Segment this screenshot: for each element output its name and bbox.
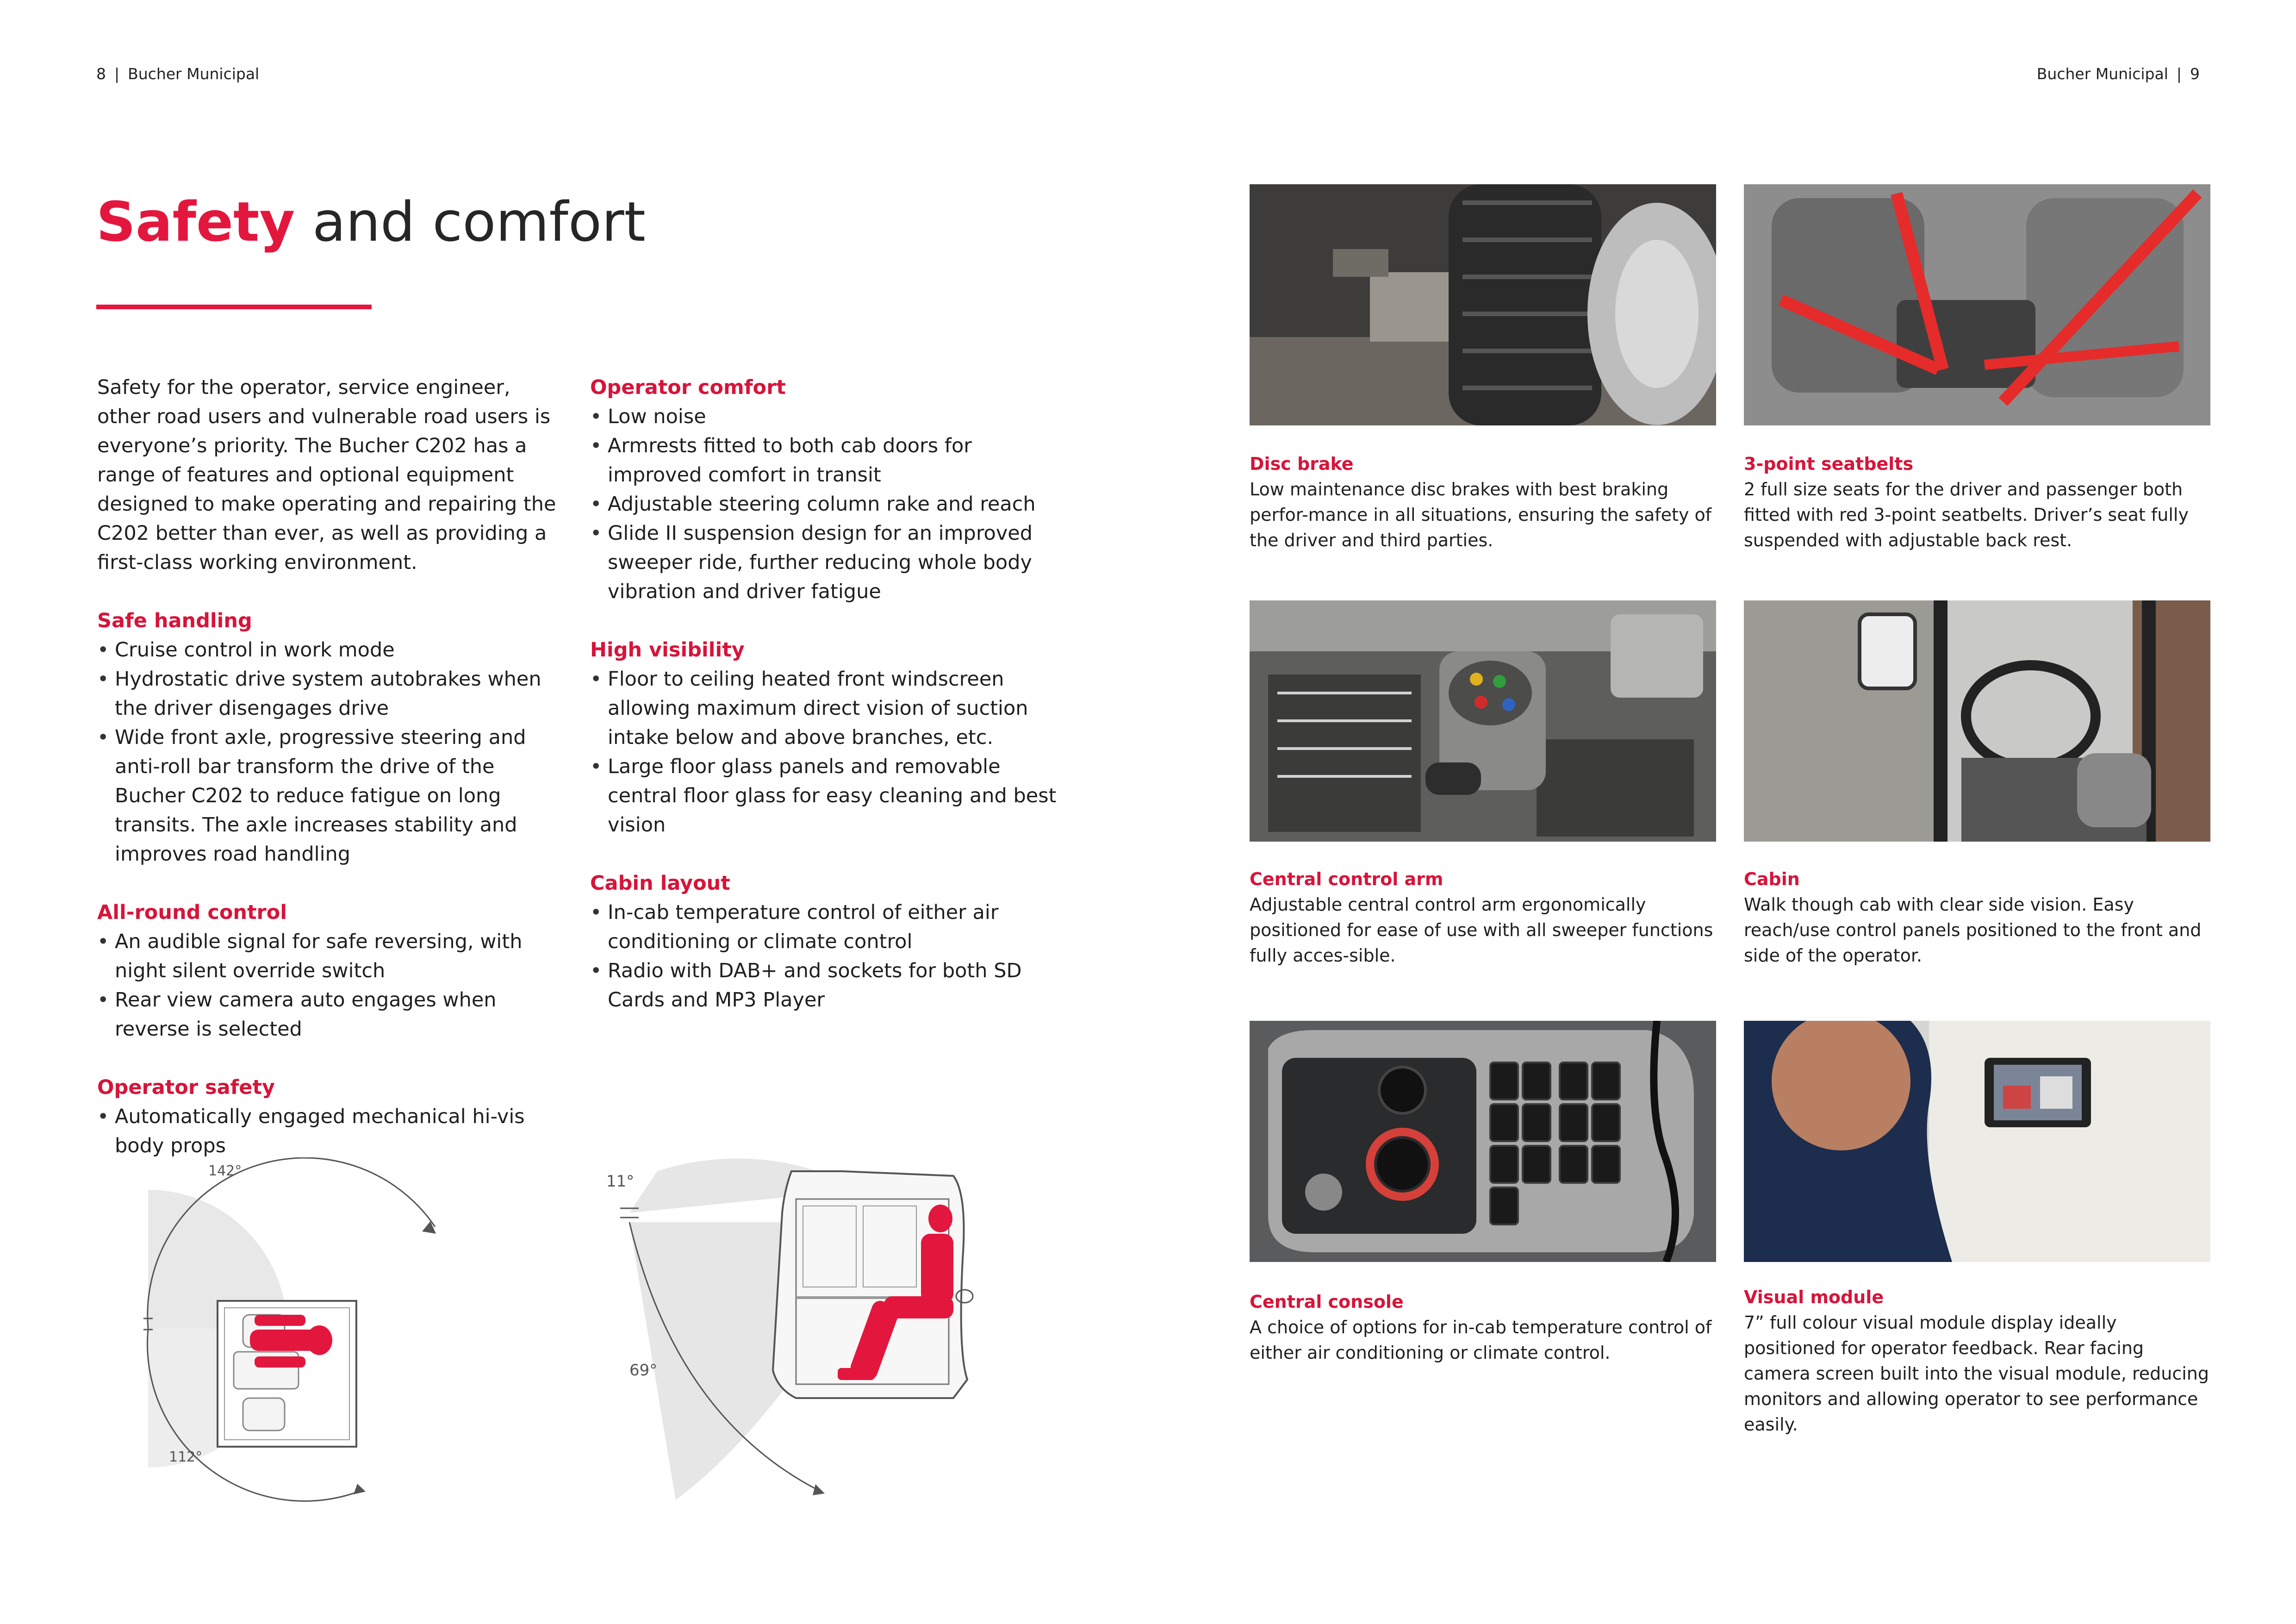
feature-title: Cabin <box>1744 869 1800 889</box>
left-brand: Bucher Municipal <box>128 65 260 83</box>
bullet-item: • Low noise <box>590 402 1062 431</box>
left-page-number: 8 <box>96 65 106 83</box>
cabin-photo <box>1744 600 2210 842</box>
central-console-photo <box>1250 1021 1716 1262</box>
bullet-item: • Radio with DAB+ and sockets for both SD Cards and MP3 Player <box>590 956 1062 1015</box>
left-text-column <box>97 373 560 1190</box>
right-page-header: Bucher Municipal | 9 <box>2036 65 2200 83</box>
feature-caption-visual-module <box>1744 1285 2211 1437</box>
bullet-item: • Wide front axle, progressive steering and anti-roll bar transform the drive of the Bucher C202 to reduce fatigue on long transits. The axle increases stability and improves road handling <box>97 723 560 869</box>
section-heading: Operator comfort <box>590 376 786 399</box>
right-brand: Bucher Municipal <box>2036 65 2168 83</box>
feature-caption-seatbelts <box>1744 451 2211 553</box>
feature-caption-cabin <box>1744 867 2211 968</box>
feature-title: Central console <box>1250 1292 1404 1312</box>
bullet-item: • In-cab temperature control of either air conditioning or climate control <box>590 898 1062 956</box>
feature-caption-disc-brake <box>1250 451 1717 553</box>
page-title <box>96 190 646 254</box>
side-angle-label-69: 69° <box>629 1361 658 1380</box>
top-angle-label-112: 112° <box>169 1449 203 1465</box>
feature-text: 7” full colour visual module display ideally positioned for operator feedback. Rear facing camera screen built into the visual module, reducing monitors and allowing operator to see performance easily. <box>1744 1312 2209 1435</box>
right-text-column <box>590 373 1062 1044</box>
side-angle-label-11: 11° <box>606 1172 635 1191</box>
feature-caption-control-arm <box>1250 867 1717 968</box>
section-heading: All-round control <box>97 901 287 924</box>
feature-text: Adjustable central control arm ergonomically positioned for ease of use with all sweeper functions fully acces-sible. <box>1250 894 1713 966</box>
intro-paragraph: Safety for the operator, service engineer, other road users and vulnerable road users is everyone’s priority. The Bucher C202 has a range of features and optional equipment designed to make operating and repairing the C202 better than ever, as well as providing a first-class working environment. <box>97 376 556 574</box>
feature-title: Visual module <box>1744 1287 1884 1307</box>
right-page-number: 9 <box>2190 65 2200 83</box>
central-control-arm-photo <box>1250 600 1716 842</box>
feature-text: Low maintenance disc brakes with best braking perfor-mance in all situations, ensuring the safety of the driver and third parties. <box>1250 479 1712 550</box>
bullet-item: • Hydrostatic drive system autobrakes when the driver disengages drive <box>97 665 560 723</box>
title-rest: and comfort <box>295 190 646 254</box>
bullet-item: • Rear view camera auto engages when reverse is selected <box>97 986 560 1044</box>
section-heading: High visibility <box>590 638 745 662</box>
bullet-item: • Large floor glass panels and removable central floor glass for easy cleaning and best vision <box>590 752 1062 840</box>
feature-title: Disc brake <box>1250 454 1354 474</box>
feature-title: Central control arm <box>1250 869 1444 889</box>
feature-caption-central-console <box>1250 1289 1717 1366</box>
top-angle-label-142: 142° <box>208 1163 242 1179</box>
side-view-visibility-diagram <box>602 1157 1018 1509</box>
visual-module-photo <box>1744 1021 2210 1262</box>
section-heading: Operator safety <box>97 1076 275 1099</box>
bullet-item: • An audible signal for safe reversing, with night silent override switch <box>97 927 560 986</box>
feature-text: Walk though cab with clear side vision. Easy reach/use control panels positioned to the front and side of the operator. <box>1744 894 2202 966</box>
title-accent: Safety <box>96 190 295 254</box>
bullet-item: • Automatically engaged mechanical hi-vis body props <box>97 1102 560 1161</box>
feature-text: 2 full size seats for the driver and passenger both fitted with red 3-point seatbelts. Driver’s seat fully suspended with adjustable back rest. <box>1744 479 2189 550</box>
disc-brake-photo <box>1250 184 1716 425</box>
bullet-item: • Cruise control in work mode <box>97 636 560 665</box>
bullet-list <box>97 636 560 869</box>
bullet-list <box>590 665 1062 840</box>
feature-text: A choice of options for in-cab temperature control of either air conditioning or climate control. <box>1250 1317 1712 1363</box>
seatbelts-photo <box>1744 184 2210 425</box>
bullet-list <box>590 898 1062 1015</box>
section-heading: Safe handling <box>97 609 252 632</box>
bullet-item: • Armrests fitted to both cab doors for improved comfort in transit <box>590 431 1062 490</box>
bullet-list <box>97 927 560 1044</box>
left-page-header: 8 | Bucher Municipal <box>96 65 260 83</box>
section-heading: Cabin layout <box>590 872 730 895</box>
bullet-list <box>97 1102 560 1161</box>
bullet-item: • Floor to ceiling heated front windscreen allowing maximum direct vision of suction intake below and above branches, etc. <box>590 665 1062 752</box>
bullet-item: • Adjustable steering column rake and reach <box>590 490 1062 519</box>
feature-title: 3-point seatbelts <box>1744 454 1913 474</box>
bullet-item: • Glide II suspension design for an improved sweeper ride, further reducing whole body vibration and driver fatigue <box>590 519 1062 606</box>
bullet-list <box>590 402 1062 606</box>
title-underline <box>96 305 372 309</box>
